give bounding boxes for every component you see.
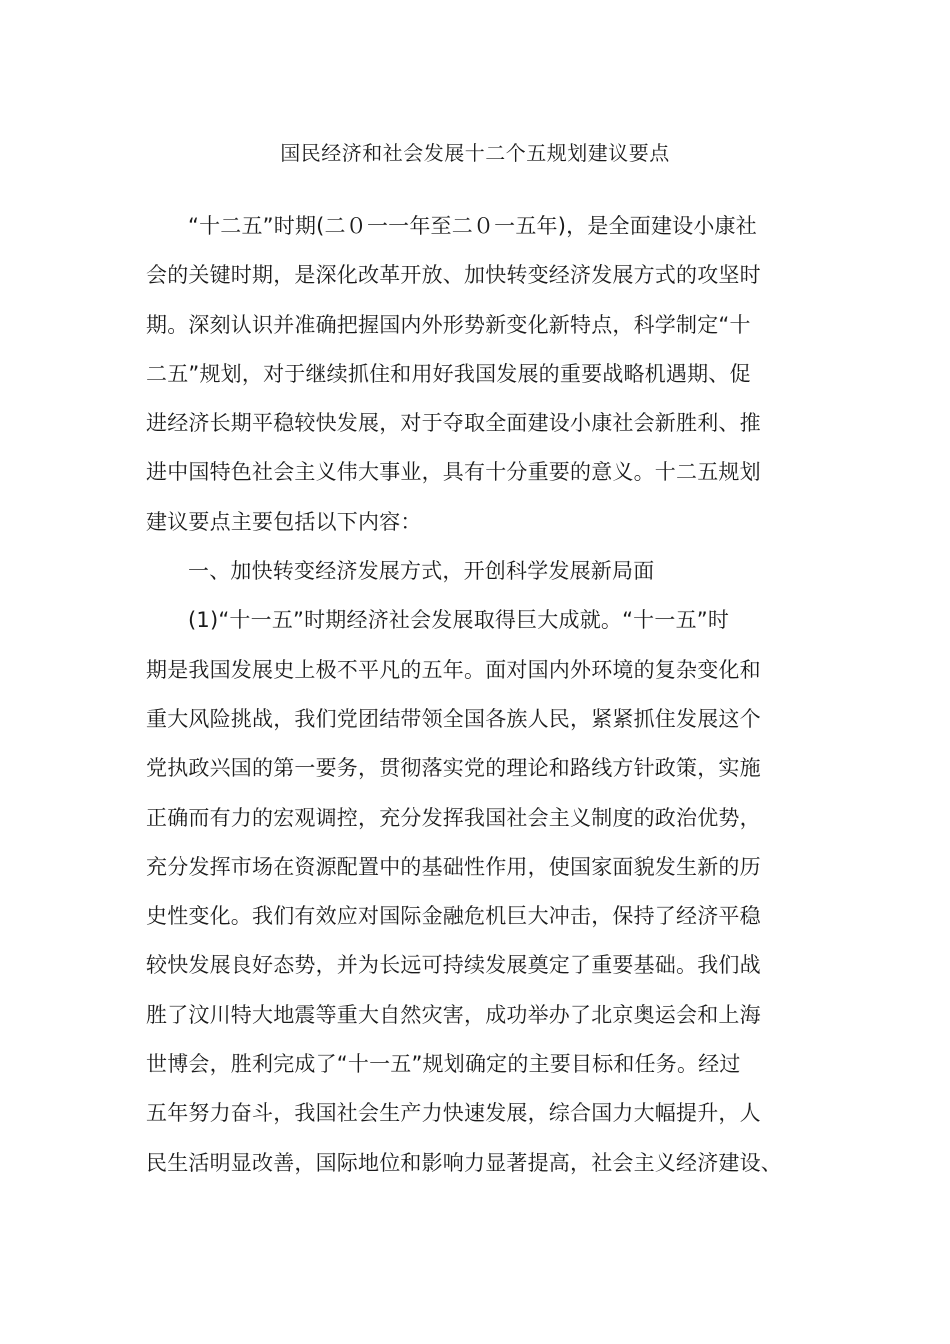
document-body bbox=[146, 202, 836, 1188]
text-line: 期。深刻认识并准确把握国内外形势新变化新特点，科学制定“十 bbox=[146, 312, 751, 337]
text-line: 党执政兴国的第一要务，贯彻落实党的理论和路线方针政策，实施 bbox=[146, 756, 761, 781]
text-line: 较快发展良好态势，并为长远可持续发展奠定了重要基础。我们战 bbox=[146, 953, 761, 978]
text-line: 进经济长期平稳较快发展，对于夺取全面建设小康社会新胜利、推 bbox=[146, 411, 761, 436]
text-line: 建议要点主要包括以下内容： bbox=[146, 509, 422, 534]
text-line: 重大风险挑战，我们党团结带领全国各族人民，紧紧抓住发展这个 bbox=[146, 706, 761, 731]
text-line: 会的关键时期，是深化改革开放、加快转变经济发展方式的攻坚时 bbox=[146, 263, 761, 288]
text-line: 期是我国发展史上极不平凡的五年。面对国内外环境的复杂变化和 bbox=[146, 657, 761, 682]
text-line: (1)“十一五”时期经济社会发展取得巨大成就。“十一五”时 bbox=[188, 608, 730, 633]
text-line: 世博会，胜利完成了“十一五”规划确定的主要目标和任务。经过 bbox=[146, 1052, 741, 1077]
text-line: 民生活明显改善，国际地位和影响力显著提高，社会主义经济建设、 bbox=[146, 1150, 782, 1175]
text-line: 胜了汶川特大地震等重大自然灾害，成功举办了北京奥运会和上海 bbox=[146, 1002, 761, 1027]
text-line: 二五”规划，对于继续抓住和用好我国发展的重要战略机遇期、促 bbox=[146, 361, 751, 386]
text-line: 正确而有力的宏观调控，充分发挥我国社会主义制度的政治优势， bbox=[146, 805, 761, 830]
text-line: 五年努力奋斗，我国社会生产力快速发展，综合国力大幅提升，人 bbox=[146, 1101, 761, 1126]
text-line: 史性变化。我们有效应对国际金融危机巨大冲击，保持了经济平稳 bbox=[146, 904, 761, 929]
text-line: 充分发挥市场在资源配置中的基础性作用，使国家面貌发生新的历 bbox=[146, 854, 761, 879]
text-line: 一、加快转变经济发展方式，开创科学发展新局面 bbox=[188, 559, 655, 584]
text-line: “十二五”时期(二０一一年至二０一五年)，是全面建设小康社 bbox=[188, 214, 757, 238]
document-title: 国民经济和社会发展十二个五规划建议要点 bbox=[280, 141, 670, 165]
text-line: 进中国特色社会主义伟大事业，具有十分重要的意义。十二五规划 bbox=[146, 460, 761, 485]
